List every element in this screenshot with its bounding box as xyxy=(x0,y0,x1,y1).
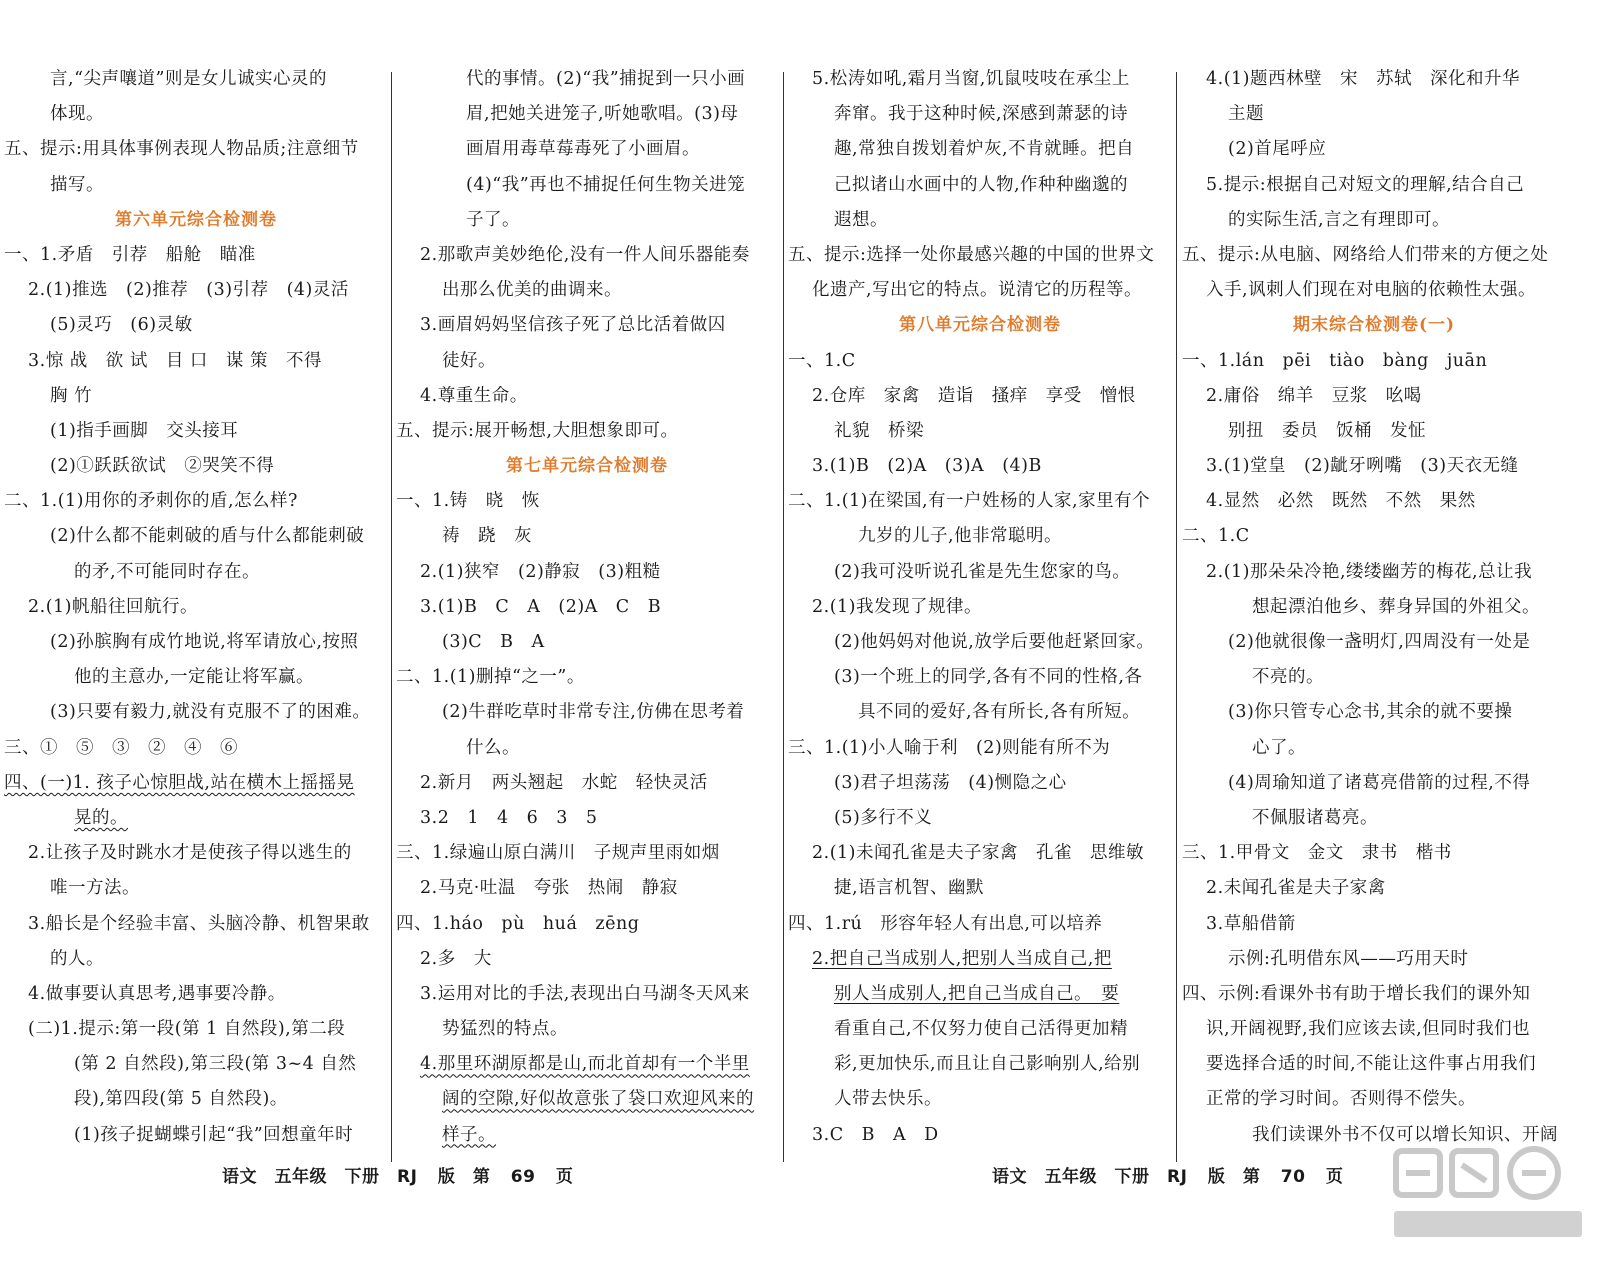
answer-line xyxy=(1182,871,1566,906)
answer-text: 三、① ⑤ ③ ② ④ ⑥ xyxy=(4,737,238,758)
answer-line xyxy=(396,379,778,414)
answer-text: (二)1.提示:第一段(第 1 自然段),第二段 xyxy=(28,1019,346,1040)
answer-text: 别人当成别人,把自己当成自己。 要 xyxy=(834,983,1120,1004)
answer-line xyxy=(4,449,388,484)
answer-line xyxy=(1182,695,1566,730)
answer-line xyxy=(4,62,388,97)
answer-text: 3.(1)堂皇 (2)龇牙咧嘴 (3)天衣无缝 xyxy=(1206,456,1519,477)
answer-line xyxy=(4,414,388,449)
answer-line xyxy=(1182,766,1566,801)
answer-text: (4)周瑜知道了诸葛亮借箭的过程,不得 xyxy=(1228,772,1531,793)
answer-text: 二、1.(1)在梁国,有一户姓杨的人家,家里有个 xyxy=(788,491,1151,512)
answer-line xyxy=(396,308,778,343)
answer-line xyxy=(4,484,388,519)
answer-text: 什么。 xyxy=(466,737,520,758)
answer-text: (5)灵巧 (6)灵敏 xyxy=(50,315,193,336)
section-heading xyxy=(4,203,388,238)
answer-line xyxy=(788,907,1172,942)
answer-text: 晃的。 xyxy=(74,807,128,828)
answer-text: 祷 跷 灰 xyxy=(442,526,532,547)
answer-line xyxy=(396,97,778,132)
answer-text: 礼貌 桥梁 xyxy=(834,420,924,441)
answer-text: 2.(1)未闻孔雀是夫子家禽 孔雀 思维敏 xyxy=(812,843,1144,864)
answer-line xyxy=(396,907,778,942)
answer-line xyxy=(1182,625,1566,660)
answer-line xyxy=(1182,62,1566,97)
answer-line xyxy=(396,62,778,97)
answer-line xyxy=(1182,836,1566,871)
answer-text: 第八单元综合检测卷 xyxy=(899,315,1061,336)
answer-line xyxy=(4,308,388,343)
answer-line xyxy=(4,660,388,695)
answer-text: 的实际生活,言之有理即可。 xyxy=(1228,209,1451,230)
answer-line xyxy=(1182,273,1566,308)
answer-line xyxy=(788,344,1172,379)
answer-text: 正常的学习时间。否则得不偿失。 xyxy=(1206,1089,1476,1110)
answer-column-3 xyxy=(788,62,1172,1167)
answer-line xyxy=(4,731,388,766)
answer-text: 2.(1)狭窄 (2)静寂 (3)粗糙 xyxy=(420,561,661,582)
answer-text: 的人。 xyxy=(50,948,104,969)
answer-text: 4.做事要认真思考,遇事要冷静。 xyxy=(28,983,286,1004)
answer-column-4 xyxy=(1182,62,1566,1167)
answer-line xyxy=(396,203,778,238)
answer-text: 3.2 1 4 6 3 5 xyxy=(420,807,598,828)
answer-text: 化遗产,写出它的特点。说清它的历程等。 xyxy=(812,280,1143,301)
answer-line xyxy=(4,519,388,554)
answer-line xyxy=(396,695,778,730)
answer-line xyxy=(1182,1047,1566,1082)
answer-text: 2.(1)那朵朵冷艳,缕缕幽芳的梅花,总让我 xyxy=(1206,561,1533,582)
answer-line xyxy=(788,238,1172,273)
answer-line xyxy=(396,344,778,379)
answer-line xyxy=(1182,660,1566,695)
answer-text: 3.惊 战 欲 试 目 口 谋 策 不得 xyxy=(28,350,322,371)
column-divider xyxy=(783,72,784,1162)
answer-text: (1)孩子捉蝴蝶引起“我”回想童年时 xyxy=(74,1124,354,1145)
answer-line xyxy=(396,273,778,308)
answer-text: 不亮的。 xyxy=(1252,667,1324,688)
answer-line xyxy=(396,590,778,625)
answer-text: (2)什么都不能刺破的盾与什么都能刺破 xyxy=(50,526,365,547)
answer-text: (1)指手画脚 交头接耳 xyxy=(50,420,239,441)
answer-text: 四、(一)1. 孩子心惊胆战,站在横木上摇摇晃 xyxy=(4,772,355,793)
answer-line xyxy=(4,238,388,273)
answer-text: 四、1.háo pù huá zēng xyxy=(396,913,640,934)
answer-line xyxy=(396,132,778,167)
answer-line xyxy=(4,97,388,132)
answer-text: 五、提示:选择一处你最感兴趣的中国的世界文 xyxy=(788,244,1155,265)
answer-line xyxy=(4,555,388,590)
answer-text: 5.松涛如吼,霜月当窗,饥鼠吱吱在承尘上 xyxy=(812,69,1130,89)
answer-text: (2)首尾呼应 xyxy=(1228,139,1327,160)
answer-text: 的矛,不可能同时存在。 xyxy=(74,561,261,582)
answer-line xyxy=(396,1082,778,1117)
answer-text: 势猛烈的特点。 xyxy=(442,1019,568,1040)
answer-line xyxy=(1182,344,1566,379)
answer-text: 子了。 xyxy=(466,209,520,230)
answer-line xyxy=(4,1118,388,1153)
answer-column-1 xyxy=(4,62,388,1167)
answer-line xyxy=(788,695,1172,730)
answer-line xyxy=(396,555,778,590)
answer-line xyxy=(4,344,388,379)
answer-line xyxy=(396,414,778,449)
page-footer-right: 语文 五年级 下册 RJ 版 第 70 页 xyxy=(992,1167,1344,1187)
answer-text: 看重自己,不仅努力使自己活得更加精 xyxy=(834,1019,1129,1040)
answer-text: 一、1.矛盾 引荐 船舱 瞄准 xyxy=(4,244,256,265)
answer-line xyxy=(788,1118,1172,1153)
answer-line xyxy=(788,766,1172,801)
answer-text: 2.多 大 xyxy=(420,948,492,969)
answer-text: 三、1.(1)小人喻于利 (2)则能有所不为 xyxy=(788,737,1111,758)
answer-text: 出那么优美的曲调来。 xyxy=(442,280,622,301)
answer-line xyxy=(4,942,388,977)
answer-text: 第六单元综合检测卷 xyxy=(115,209,277,230)
answer-text: 捷,语言机智、幽默 xyxy=(834,878,985,899)
answer-text: 2.马克·吐温 夸张 热闹 静寂 xyxy=(420,878,678,899)
answer-line xyxy=(1182,484,1566,519)
answer-text: 徒好。 xyxy=(442,350,496,371)
answer-text: 2.未闻孔雀是夫子家禽 xyxy=(1206,878,1386,899)
answer-line xyxy=(396,836,778,871)
answer-text: 体现。 xyxy=(50,104,104,125)
answer-line xyxy=(788,590,1172,625)
answer-line xyxy=(1182,449,1566,484)
answer-line xyxy=(4,1047,388,1082)
answer-line xyxy=(4,168,388,203)
answer-line xyxy=(1182,977,1566,1012)
answer-text: 段),第四段(第 5 自然段)。 xyxy=(74,1089,288,1110)
answer-line xyxy=(788,942,1172,977)
answer-line xyxy=(4,132,388,167)
answer-text: 五、提示:展开畅想,大胆想象即可。 xyxy=(396,420,679,441)
answer-text: 四、1.rú 形容年轻人有出息,可以培养 xyxy=(788,913,1103,934)
answer-column-2 xyxy=(396,62,778,1167)
answer-text: 主题 xyxy=(1228,104,1264,125)
answer-text: 第七单元综合检测卷 xyxy=(506,456,668,477)
answer-line xyxy=(4,907,388,942)
answer-text: 胸 竹 xyxy=(50,385,93,406)
answer-text: 3.C B A D xyxy=(812,1124,939,1145)
answer-line xyxy=(788,132,1172,167)
answer-text: 三、1.甲骨文 金文 隶书 楷书 xyxy=(1182,843,1452,864)
answer-line xyxy=(788,625,1172,660)
column-divider xyxy=(391,72,392,1162)
answer-line xyxy=(396,766,778,801)
answer-line xyxy=(396,660,778,695)
answer-text: 彩,更加快乐,而且让自己影响别人,给别 xyxy=(834,1054,1141,1075)
answer-line xyxy=(1182,97,1566,132)
answer-text: 画眉用毒草莓毒死了小画眉。 xyxy=(466,139,700,160)
answer-text: 唯一方法。 xyxy=(50,878,140,899)
answer-line xyxy=(1182,203,1566,238)
answer-line xyxy=(788,449,1172,484)
answer-text: 4.(1)题西林壁 宋 苏轼 深化和升华 xyxy=(1206,69,1520,89)
answer-line xyxy=(788,1047,1172,1082)
answer-line xyxy=(4,695,388,730)
answer-line xyxy=(4,590,388,625)
answer-line xyxy=(396,977,778,1012)
answer-text: 3.草船借箭 xyxy=(1206,913,1296,934)
answer-text: (2)孙膑胸有成竹地说,将军请放心,按照 xyxy=(50,632,359,652)
answer-text: 5.提示:根据自己对短文的理解,结合自己 xyxy=(1206,174,1525,195)
answer-text: 3.画眉妈妈坚信孩子死了总比活着做囚 xyxy=(420,315,726,336)
answer-line xyxy=(4,1082,388,1117)
answer-text: (2)我可没听说孔雀是先生您家的鸟。 xyxy=(834,561,1131,582)
answer-text: 4.那里环湖原都是山,而北首却有一个半里 xyxy=(420,1054,750,1075)
answer-text: 一、1.C xyxy=(788,350,856,371)
answer-text: 四、示例:看课外书有助于增长我们的课外知 xyxy=(1182,983,1531,1004)
answer-text: 代的事情。(2)“我”捕捉到一只小画 xyxy=(466,69,746,89)
answer-line xyxy=(1182,132,1566,167)
answer-text: 识,开阔视野,我们应该去读,但同时我们也 xyxy=(1206,1019,1531,1040)
answer-text: (3)君子坦荡荡 (4)恻隐之心 xyxy=(834,772,1067,793)
answer-text: 三、1.绿遍山原白满川 子规声里雨如烟 xyxy=(396,843,720,864)
answer-line xyxy=(396,625,778,660)
answer-text: 趣,常独自拨划着炉灰,不肯就睡。把自 xyxy=(834,139,1135,160)
answer-line xyxy=(1182,731,1566,766)
answer-text: 2.让孩子及时跳水才是使孩子得以逃生的 xyxy=(28,843,352,864)
answer-text: (4)“我”再也不捕捉任何生物关进笼 xyxy=(466,174,746,195)
answer-text: 想起漂泊他乡、葬身异国的外祖父。 xyxy=(1252,596,1540,617)
answer-text: 人带去快乐。 xyxy=(834,1089,942,1110)
answer-text: (2)他妈妈对他说,放学后要他赶紧回家。 xyxy=(834,632,1155,652)
answer-line xyxy=(788,273,1172,308)
answer-text: 眉,把她关进笼子,听她歌唱。(3)母 xyxy=(466,104,739,125)
column-divider xyxy=(1176,72,1177,1162)
answer-line xyxy=(1182,907,1566,942)
answer-line xyxy=(788,203,1172,238)
answer-line xyxy=(396,1047,778,1082)
answer-text: 五、提示:用具体事例表现人物品质;注意细节 xyxy=(4,139,359,160)
answer-text: 样子。 xyxy=(442,1124,496,1145)
answer-line xyxy=(396,731,778,766)
answer-text: 2.把自己当成别人,把别人当成自己,把 xyxy=(812,948,1112,969)
answer-line xyxy=(1182,1082,1566,1117)
answer-line xyxy=(788,414,1172,449)
answer-text: 期末综合检测卷(一) xyxy=(1292,315,1456,336)
answer-text: 3.(1)B C A (2)A C B xyxy=(420,596,662,617)
answer-text: 具不同的爱好,各有所长,各有所短。 xyxy=(858,702,1141,723)
answer-text: 示例:孔明借东风——巧用天时 xyxy=(1228,948,1469,969)
answer-line xyxy=(396,168,778,203)
answer-text: 五、提示:从电脑、网络给人们带来的方便之处 xyxy=(1182,244,1549,265)
answer-line xyxy=(788,801,1172,836)
answer-line xyxy=(788,379,1172,414)
answer-line xyxy=(396,942,778,977)
answer-line xyxy=(788,168,1172,203)
answer-line xyxy=(788,977,1172,1012)
answer-line xyxy=(4,1012,388,1047)
answer-text: 心了。 xyxy=(1252,737,1306,758)
watermark-logo xyxy=(1388,1145,1588,1245)
answer-line xyxy=(1182,379,1566,414)
answer-line xyxy=(396,519,778,554)
answer-line xyxy=(1182,801,1566,836)
answer-text: 2.新月 两头翘起 水蛇 轻快灵活 xyxy=(420,772,708,793)
answer-text: (第 2 自然段),第三段(第 3~4 自然 xyxy=(74,1054,357,1075)
section-heading xyxy=(396,449,778,484)
answer-line xyxy=(396,1012,778,1047)
answer-line xyxy=(788,62,1172,97)
answer-text: 九岁的儿子,他非常聪明。 xyxy=(858,526,1063,547)
answer-text: 他的主意办,一定能让将军赢。 xyxy=(74,667,315,688)
answer-line xyxy=(396,484,778,519)
answer-text: (2)他就很像一盏明灯,四周没有一处是 xyxy=(1228,632,1531,652)
answer-text: 3.运用对比的手法,表现出白马湖冬天风来 xyxy=(420,983,750,1004)
answer-line xyxy=(788,484,1172,519)
answer-line xyxy=(788,1082,1172,1117)
answer-text: 2.那歌声美妙绝伦,没有一件人间乐器能奏 xyxy=(420,244,750,265)
answer-text: 不佩服诸葛亮。 xyxy=(1252,807,1378,828)
answer-text: (5)多行不义 xyxy=(834,807,933,828)
answer-text: 2.仓库 家禽 造诣 搔痒 享受 憎恨 xyxy=(812,385,1136,406)
answer-line xyxy=(4,766,388,801)
answer-line xyxy=(4,871,388,906)
answer-line xyxy=(788,519,1172,554)
answer-text: 一、1.铸 晓 恢 xyxy=(396,491,540,512)
answer-text: 二、1.(1)删掉“之一”。 xyxy=(396,667,585,688)
answer-line xyxy=(4,801,388,836)
answer-line xyxy=(788,1012,1172,1047)
answer-line xyxy=(4,625,388,660)
answer-text: 3.船长是个经验丰富、头脑冷静、机智果敢 xyxy=(28,913,370,934)
answer-text: 二、1.C xyxy=(1182,526,1250,547)
answer-text: (3)只要有毅力,就没有克服不了的困难。 xyxy=(50,702,371,723)
page-footer-left: 语文 五年级 下册 RJ 版 第 69 页 xyxy=(222,1167,574,1187)
answer-text: 言,“尖声嚷道”则是女儿诚实心灵的 xyxy=(50,69,327,89)
answer-text: 遐想。 xyxy=(834,209,888,230)
answer-text: 奔窜。我于这种时候,深感到萧瑟的诗 xyxy=(834,104,1129,125)
section-heading xyxy=(1182,308,1566,343)
answer-line xyxy=(396,871,778,906)
answer-text: 2.庸俗 绵羊 豆浆 吆喝 xyxy=(1206,385,1422,406)
answer-text: 3.(1)B (2)A (3)A (4)B xyxy=(812,456,1042,477)
answer-line xyxy=(396,1118,778,1153)
answer-text: 要选择合适的时间,不能让这件事占用我们 xyxy=(1206,1054,1537,1075)
answer-line xyxy=(1182,519,1566,554)
answer-line xyxy=(1182,1012,1566,1047)
answer-text: (3)你只管专心念书,其余的就不要操 xyxy=(1228,702,1513,723)
answer-text: 入手,讽刺人们现在对电脑的依赖性太强。 xyxy=(1206,280,1537,301)
answer-text: 己拟诸山水画中的人物,作种种幽邈的 xyxy=(834,174,1129,195)
answer-line xyxy=(788,731,1172,766)
answer-text: 2.(1)帆船往回航行。 xyxy=(28,596,198,617)
answer-line xyxy=(788,97,1172,132)
answer-line xyxy=(1182,238,1566,273)
answer-line xyxy=(4,273,388,308)
answer-line xyxy=(788,555,1172,590)
answer-line xyxy=(1182,414,1566,449)
answer-line xyxy=(1182,168,1566,203)
answer-text: 二、1.(1)用你的矛刺你的盾,怎么样? xyxy=(4,491,298,512)
answer-line xyxy=(1182,942,1566,977)
answer-line xyxy=(1182,590,1566,625)
answer-line xyxy=(4,379,388,414)
answer-line xyxy=(1182,555,1566,590)
answer-line xyxy=(4,836,388,871)
answer-line xyxy=(396,238,778,273)
answer-text: (2)①跃跃欲试 ②哭笑不得 xyxy=(50,456,275,477)
answer-text: (3)一个班上的同学,各有不同的性格,各 xyxy=(834,667,1143,688)
answer-line xyxy=(788,871,1172,906)
answer-line xyxy=(4,977,388,1012)
answer-text: 我们读课外书不仅可以增长知识、开阔 xyxy=(1252,1124,1558,1145)
answer-text: 2.(1)我发现了规律。 xyxy=(812,596,982,617)
answer-text: 别扭 委员 饭桶 发怔 xyxy=(1228,420,1426,441)
answer-text: 2.(1)推选 (2)推荐 (3)引荐 (4)灵活 xyxy=(28,280,349,301)
answer-line xyxy=(788,660,1172,695)
answer-text: (3)C B A xyxy=(442,632,545,652)
answer-text: 描写。 xyxy=(50,174,104,195)
answer-text: 4.尊重生命。 xyxy=(420,385,528,406)
section-heading xyxy=(788,308,1172,343)
answer-text: 阔的空隙,好似故意张了袋口欢迎风来的 xyxy=(442,1089,755,1110)
answer-line xyxy=(396,801,778,836)
answer-text: 4.显然 必然 既然 不然 果然 xyxy=(1206,491,1476,512)
answer-text: 一、1.lán pēi tiào bàng juān xyxy=(1182,350,1488,371)
answer-line xyxy=(788,836,1172,871)
answer-text: (2)牛群吃草时非常专注,仿佛在思考着 xyxy=(442,702,745,723)
